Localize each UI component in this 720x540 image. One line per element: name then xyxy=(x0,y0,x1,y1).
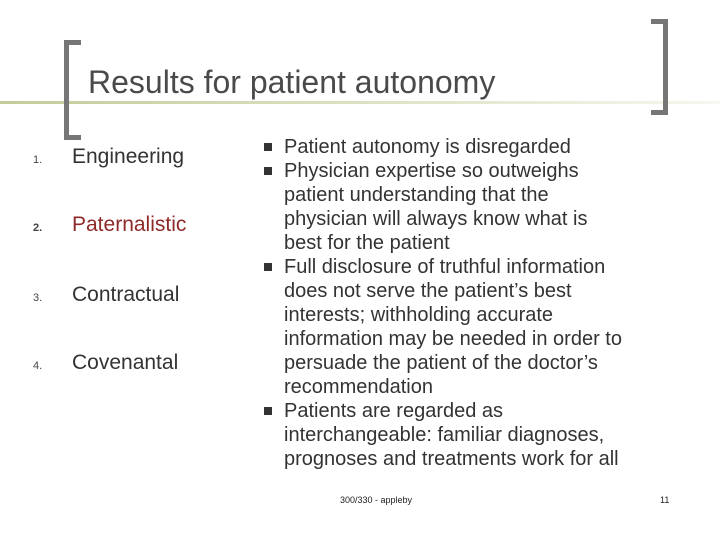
bullet-marker-icon xyxy=(264,167,272,175)
item-label: Covenantal xyxy=(72,351,179,374)
item-number: 3. xyxy=(33,292,43,304)
bullet-marker-icon xyxy=(264,263,272,271)
item-number: 1. xyxy=(33,154,43,166)
item-label: Contractual xyxy=(72,283,180,306)
left-bracket-decoration xyxy=(64,40,81,140)
bullet-line: Patient autonomy is disregarded xyxy=(284,136,571,158)
model-item-paternalistic xyxy=(33,213,243,243)
bullet-line: recommendation xyxy=(284,376,433,398)
item-number: 4. xyxy=(33,360,43,372)
item-label: Engineering xyxy=(72,145,185,168)
bullet-autonomy-disregarded xyxy=(284,135,704,159)
model-item-contractual xyxy=(33,283,243,313)
model-item-covenantal xyxy=(33,351,243,381)
bullet-line: Patients are regarded as xyxy=(284,400,504,422)
bullet-line: physician will always know what is xyxy=(284,208,588,230)
title-underline xyxy=(0,101,720,104)
bullet-line: Full disclosure of truthful information xyxy=(284,256,606,278)
model-item-engineering xyxy=(33,145,243,175)
bullet-line: information may be needed in order to xyxy=(284,328,622,350)
bullet-marker-icon xyxy=(264,143,272,151)
bullet-line: persuade the patient of the doctor’s xyxy=(284,352,598,374)
bullet-line: patient understanding that the xyxy=(284,184,549,206)
bullet-interchangeable-patients xyxy=(284,399,704,471)
slide-title: Results for patient autonomy xyxy=(88,64,496,100)
slide-number: 11 xyxy=(660,495,670,505)
bullet-line: does not serve the patient’s best xyxy=(284,280,572,302)
bullet-physician-expertise xyxy=(284,159,704,255)
bullet-full-disclosure xyxy=(284,255,704,399)
bullet-line: interests; withholding accurate xyxy=(284,304,554,326)
bullet-line: best for the patient xyxy=(284,232,450,254)
bullet-line: Physician expertise so outweighs xyxy=(284,160,579,182)
footer-text: 300/330 - appleby xyxy=(340,495,413,505)
bullet-line: prognoses and treatments work for all xyxy=(284,448,619,470)
item-label: Paternalistic xyxy=(72,213,187,236)
right-bracket-decoration xyxy=(651,19,668,115)
bullet-line: interchangeable: familiar diagnoses, xyxy=(284,424,605,446)
bullet-marker-icon xyxy=(264,407,272,415)
item-number: 2. xyxy=(33,222,43,234)
